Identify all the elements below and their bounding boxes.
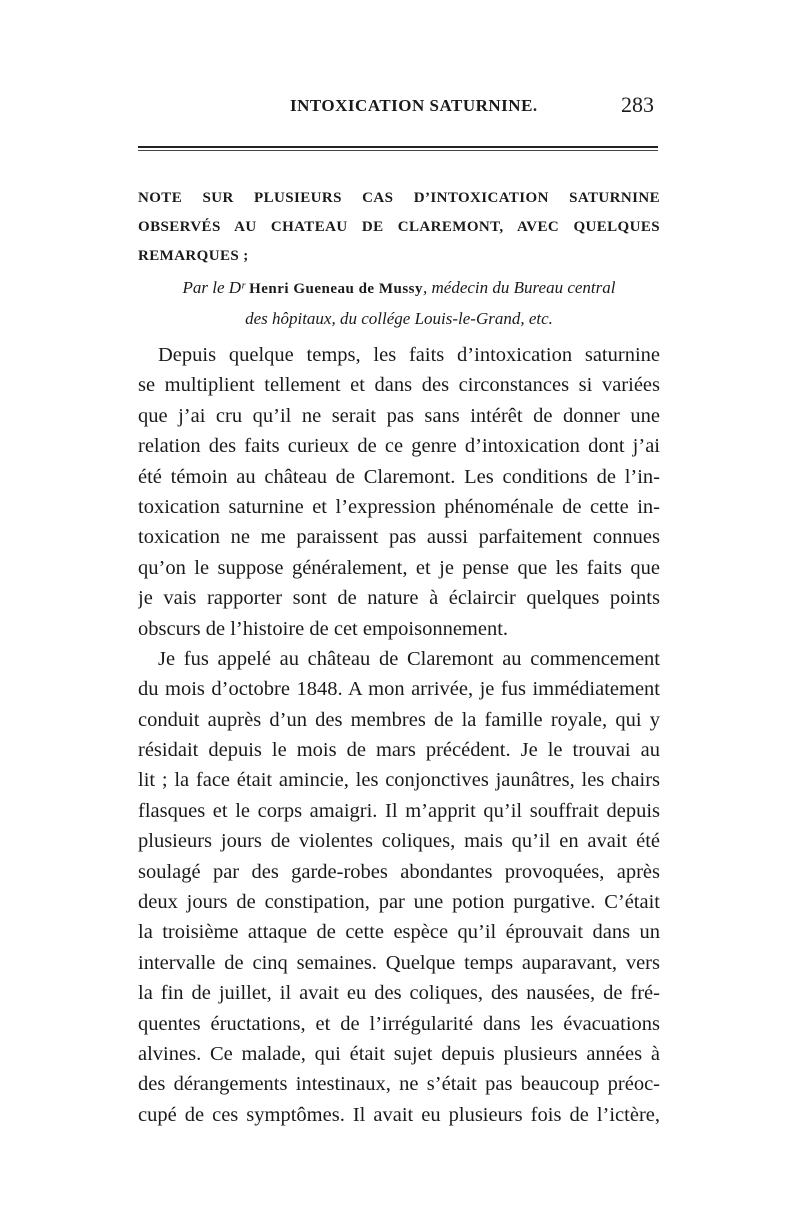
- running-head-title: INTOXICATION SATURNINE.: [290, 96, 538, 115]
- text-line: toxication saturnine et l’expression phénoménale de cette in-: [138, 495, 660, 518]
- text-line: résidait depuis le mois de mars précédent. Je le trouvai au: [138, 739, 660, 762]
- text-line: je vais rapporter sont de nature à éclaircir quelques points: [138, 587, 660, 610]
- header-rule: [138, 146, 658, 151]
- article-title: NOTE SUR PLUSIEURS CAS D’INTOXICATION SATURNINE OBSERVÉS AU CHATEAU DE CLAREMONT, AVEC QUELQUES REMARQUES ;: [138, 190, 660, 264]
- text-line: se multiplient tellement et dans des circonstances si variées: [138, 374, 660, 397]
- text-line: du mois d’octobre 1848. A mon arrivée, je fus immédiatement: [138, 678, 660, 701]
- text-line: qu’on le suppose généralement, et je pense que les faits que: [138, 556, 660, 579]
- text-line: Depuis quelque temps, les faits d’intoxication saturnine: [158, 344, 660, 366]
- author-affiliation-2: des hôpitaux, du collége Louis-le-Grand, etc.: [245, 309, 553, 328]
- text-line: obscurs de l’histoire de cet empoisonnement.: [138, 617, 509, 640]
- text-line: des dérangements intestinaux, ne s’était pas beaucoup préoc-: [138, 1073, 660, 1096]
- body-text: [138, 340, 660, 1130]
- text-line: lit ; la face était amincie, les conjonctives jaunâtres, les chairs: [138, 769, 660, 792]
- text-line: intervalle de cinq semaines. Quelque temps auparavant, vers: [138, 951, 660, 974]
- running-head: [138, 92, 658, 126]
- text-line: la troisième attaque de cette espèce qu’il éprouvait dans un: [138, 921, 660, 944]
- text-line: soulagé par des garde-robes abondantes provoquées, après: [138, 860, 660, 883]
- text-line: relation des faits curieux de ce genre d’intoxication dont j’ai: [138, 435, 660, 458]
- byline-prefix: Par le Dʳ: [182, 278, 250, 297]
- byline: [138, 273, 660, 333]
- text-line: toxication ne me paraissent pas aussi parfaitement connues: [138, 526, 660, 549]
- author-name: Henri Gueneau de Mussy: [249, 281, 424, 297]
- text-line: conduit auprès d’un des membres de la famille royale, qui y: [138, 708, 660, 731]
- text-line: été témoin au château de Claremont. Les conditions de l’in-: [138, 465, 660, 488]
- text-line: plusieurs jours de violentes coliques, mais qu’il en avait été: [138, 830, 660, 853]
- text-line: flasques et le corps amaigri. Il m’apprit qu’il souffrait depuis: [138, 799, 660, 822]
- text-line: deux jours de constipation, par une potion purgative. C’était: [138, 891, 660, 914]
- text-line: quentes éructations, et de l’irrégularité dans les évacuations: [138, 1012, 660, 1035]
- text-line: que j’ai cru qu’il ne serait pas sans intérêt de donner une: [138, 404, 660, 427]
- page-number: 283: [621, 92, 654, 117]
- text-line: Je fus appelé au château de Claremont au commencement: [158, 647, 660, 670]
- text-line: cupé de ces symptômes. Il avait eu plusieurs fois de l’ictère,: [138, 1103, 660, 1126]
- text-line: alvines. Ce malade, qui était sujet depuis plusieurs années à: [138, 1042, 660, 1065]
- author-affiliation-1: , médecin du Bureau central: [423, 278, 616, 297]
- text-line: la fin de juillet, il avait eu des coliques, des nausées, de fré-: [138, 982, 660, 1005]
